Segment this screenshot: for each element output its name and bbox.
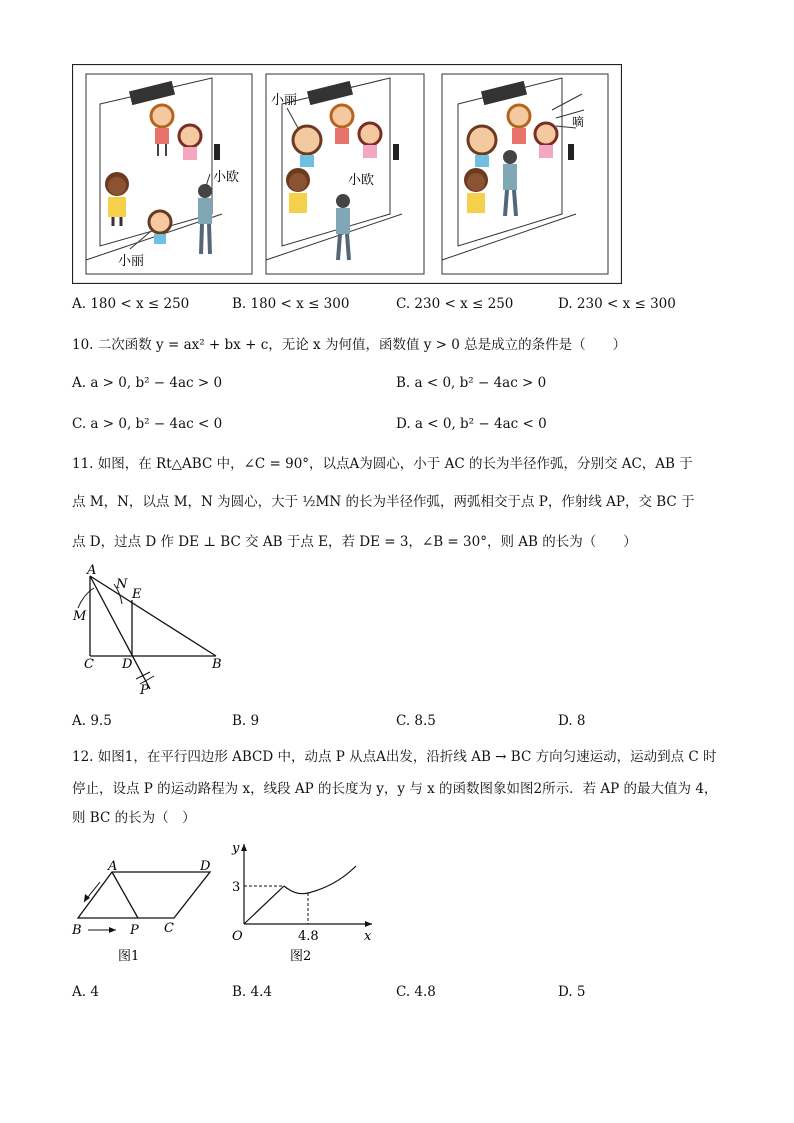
q12-option-d[interactable]: D. 5: [558, 984, 586, 1000]
q12-option-a[interactable]: A. 4: [72, 984, 99, 1000]
q9-option-b[interactable]: B. 180 < x ≤ 300: [232, 296, 350, 312]
q11-figure: [70, 564, 240, 704]
q12-f1-caption: 图1: [118, 949, 140, 964]
q11-question-line2: 点 M，N，以点 M，N 为圆心，大于 ½MN 的长为半径作弧，两弧相交于点 P，作射线 AP，交 BC 于: [72, 494, 695, 510]
q12-option-b[interactable]: B. 4.4: [232, 984, 272, 1000]
q12-question-line1: 12. 如图1，在平行四边形 ABCD 中，动点 P 从点A出发，沿折线 AB → BC 方向匀速运动，运动到点 C 时: [72, 749, 717, 765]
q9-p2-label-li: 小丽: [271, 93, 298, 108]
q11-label-n: N: [116, 577, 128, 592]
q9-option-a[interactable]: A. 180 < x ≤ 250: [72, 296, 190, 312]
q9-option-c[interactable]: C. 230 < x ≤ 250: [396, 296, 514, 312]
q10-option-d[interactable]: D. a < 0, b² − 4ac < 0: [396, 416, 547, 432]
q9-p2-label-ou: 小欧: [348, 173, 375, 188]
q9-panel-2: [266, 74, 424, 274]
q10-option-b[interactable]: B. a < 0, b² − 4ac > 0: [396, 375, 547, 391]
q9-p1-label-ou: 小欧: [213, 170, 240, 185]
q9-p3-label-di: 嘀: [572, 115, 585, 129]
q12-f2-label-y: y: [232, 841, 240, 856]
q9-panel-1: [86, 74, 252, 274]
q12-f1-label-p: P: [130, 923, 139, 938]
q12-f2-y-tick: 3: [232, 880, 241, 895]
q11-label-d: D: [122, 657, 133, 672]
q11-label-c: C: [84, 657, 94, 672]
q11-option-b[interactable]: B. 9: [232, 713, 260, 729]
q12-question-line3: 则 BC 的长为（ ）: [72, 810, 196, 826]
q12-f2-label-o: O: [232, 929, 243, 944]
q12-f1-label-c: C: [164, 921, 174, 936]
q11-option-c[interactable]: C. 8.5: [396, 713, 436, 729]
q11-label-p: P: [140, 683, 149, 698]
q12-question-line2: 停止，设点 P 的运动路程为 x，线段 AP 的长度为 y，y 与 x 的函数图象如图2所示．若 AP 的最大值为 4，: [72, 781, 718, 797]
q11-option-d[interactable]: D. 8: [558, 713, 586, 729]
q12-f2-caption: 图2: [290, 949, 312, 964]
q11-label-m: M: [73, 609, 87, 624]
q11-label-e: E: [132, 587, 142, 602]
q10-question: 10. 二次函数 y = ax² + bx + c，无论 x 为何值，函数值 y > 0 总是成立的条件是（ ）: [72, 337, 627, 353]
q11-question-line3: 点 D，过点 D 作 DE ⊥ BC 交 AB 于点 E，若 DE = 3，∠B = 30°，则 AB 的长为（ ）: [72, 534, 637, 550]
q9-p1-label-li: 小丽: [118, 254, 145, 269]
q10-option-c[interactable]: C. a > 0, b² − 4ac < 0: [72, 416, 223, 432]
q12-f1-label-d: D: [200, 859, 211, 874]
q9-panel-3: [442, 74, 608, 274]
q11-question-line1: 11. 如图，在 Rt△ABC 中，∠C = 90°，以点A为圆心，小于 AC 的长为半径作弧，分别交 AC，AB 于: [72, 456, 693, 472]
q12-figure-2: [226, 836, 386, 972]
q12-option-c[interactable]: C. 4.8: [396, 984, 436, 1000]
q9-option-d[interactable]: D. 230 < x ≤ 300: [558, 296, 676, 312]
q9-figure: [72, 64, 622, 284]
q12-f2-label-x: x: [364, 929, 372, 944]
q11-label-a: A: [87, 564, 97, 578]
q12-f1-label-b: B: [72, 923, 82, 938]
q12-figure-1: [64, 852, 224, 972]
q12-f1-label-a: A: [108, 859, 118, 874]
q10-option-a[interactable]: A. a > 0, b² − 4ac > 0: [72, 375, 223, 391]
q11-option-a[interactable]: A. 9.5: [72, 713, 112, 729]
q11-label-b: B: [212, 657, 222, 672]
q12-f2-x-tick: 4.8: [298, 929, 319, 944]
